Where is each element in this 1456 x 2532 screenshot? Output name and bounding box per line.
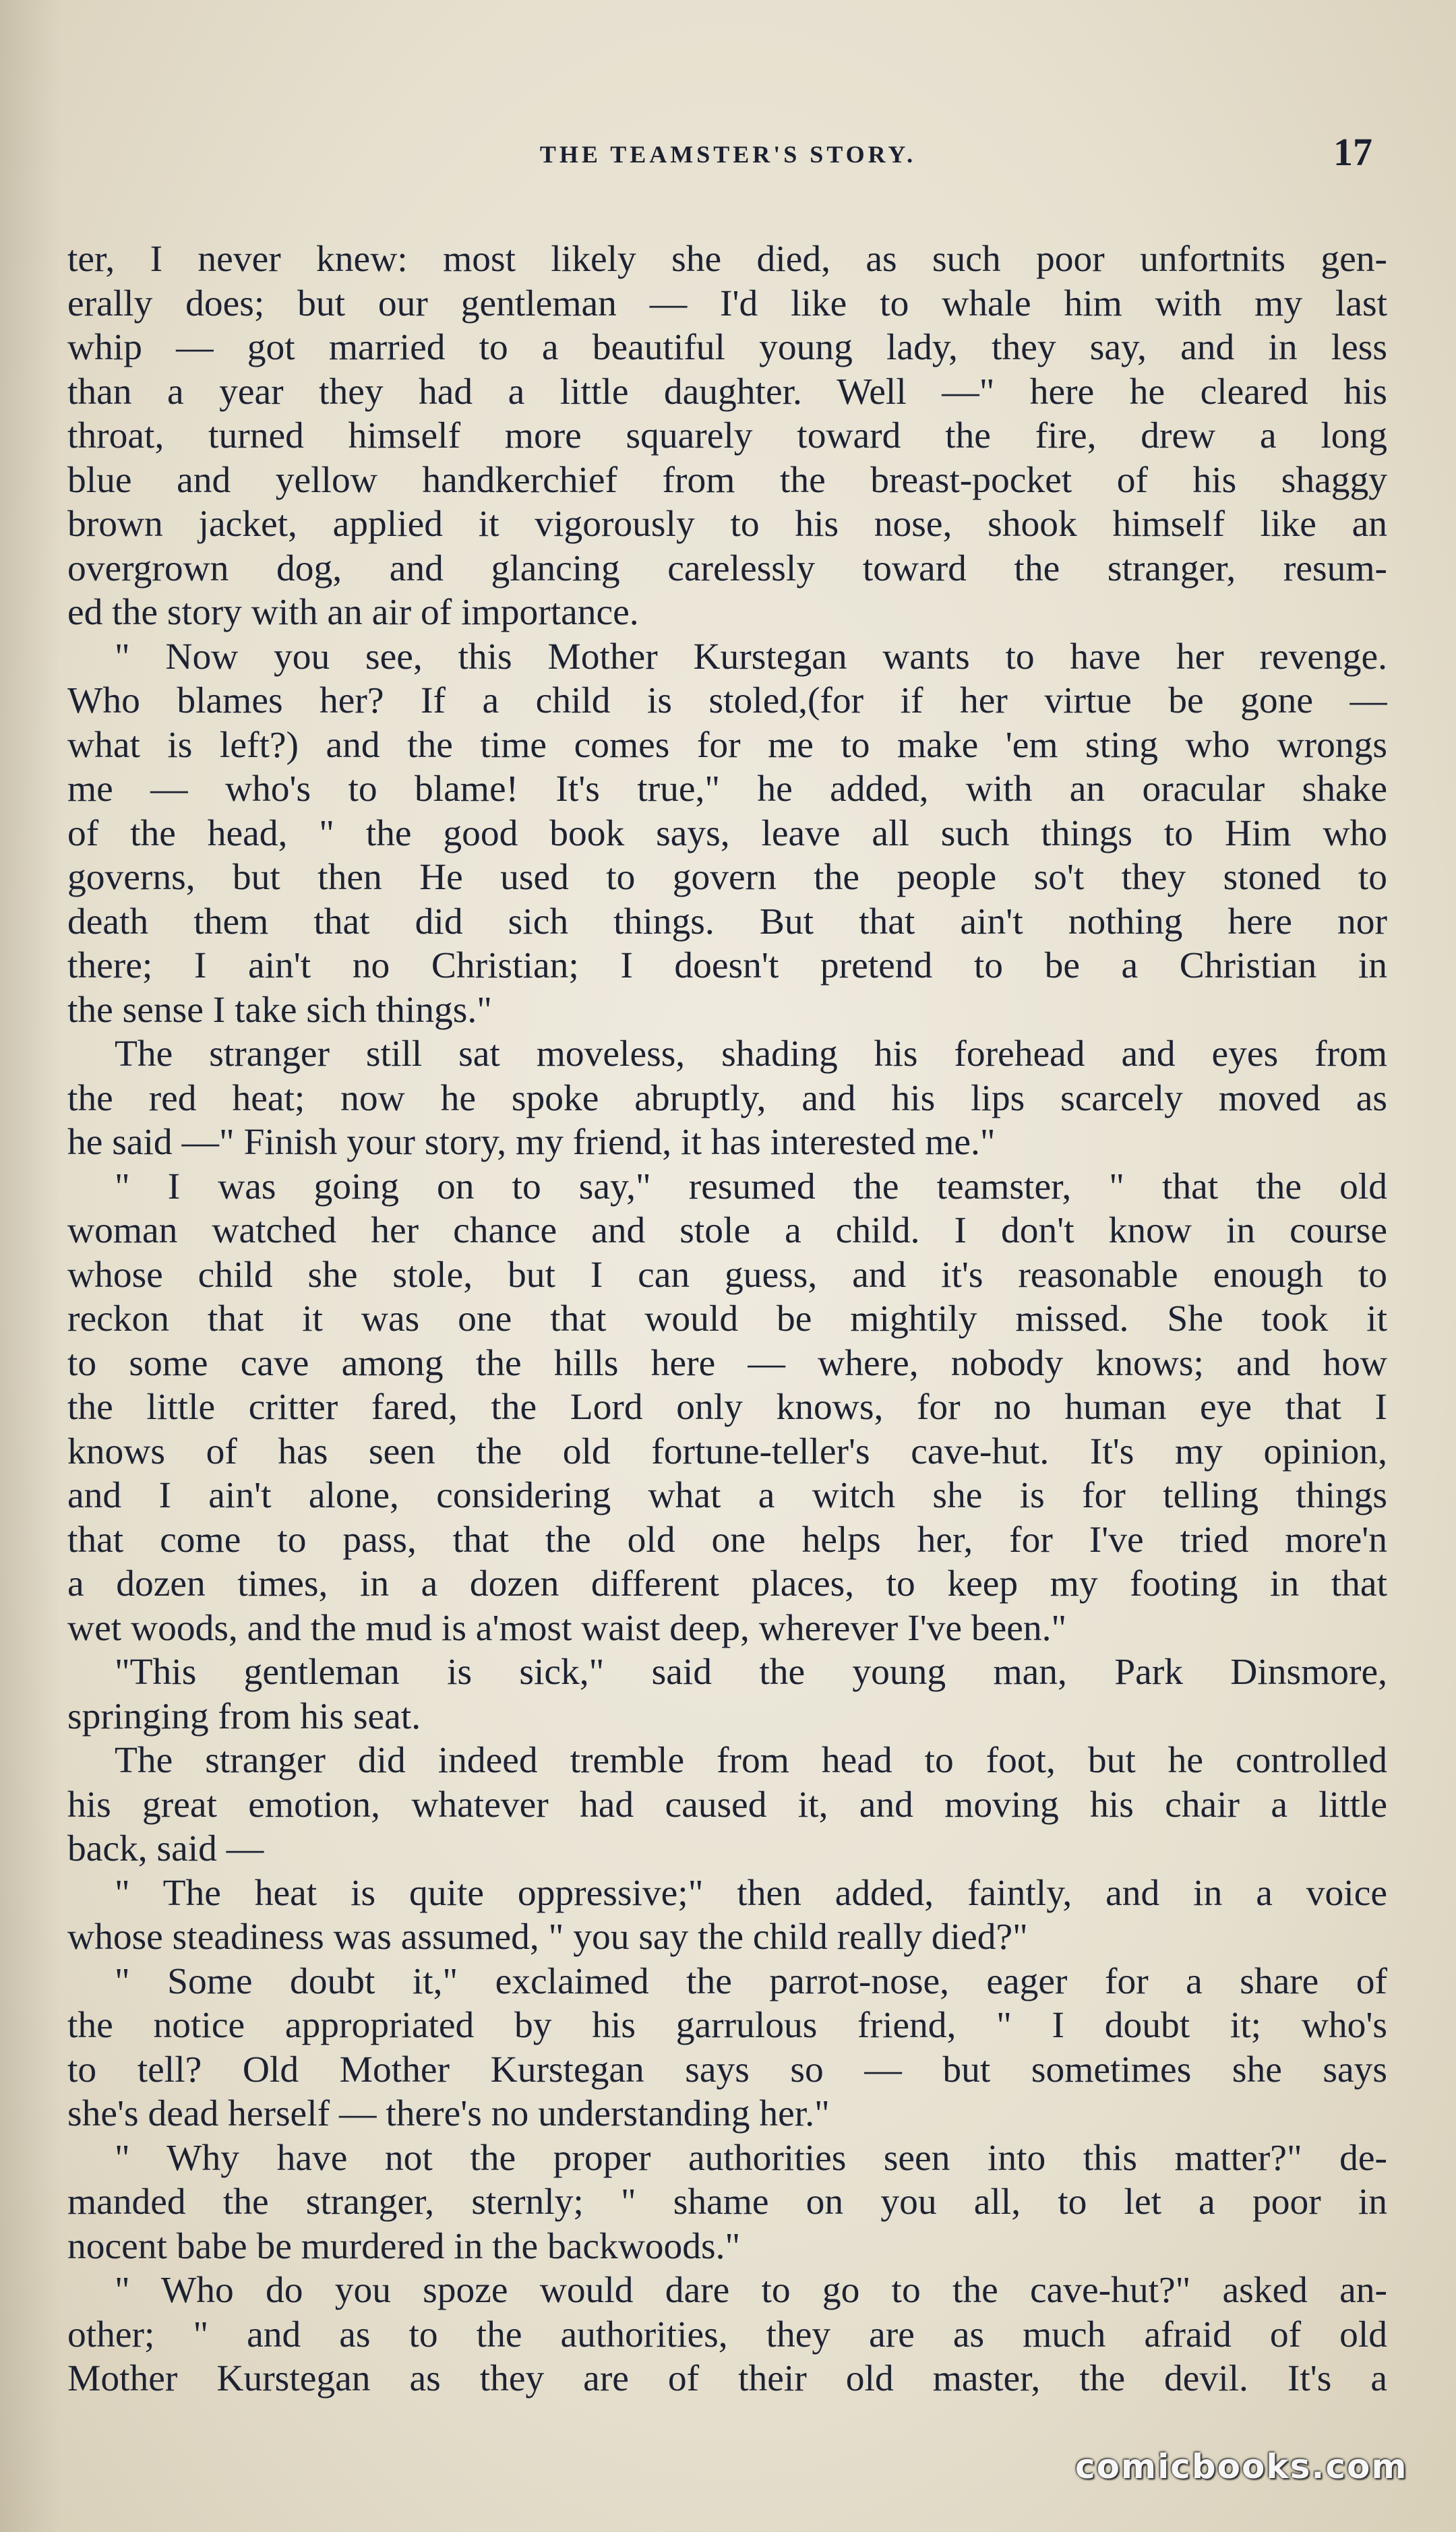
text-line: overgrown dog, and glancing carelessly toward the stranger, resum- — [67, 547, 1387, 589]
text-line: " The heat is quite oppressive;" then added, faintly, and in a voice — [115, 1872, 1387, 1914]
text-line: whip — got married to a beautiful young lady, they say, and in less — [67, 327, 1387, 368]
text-line: the little critter fared, the Lord only knows, for no human eye that I — [67, 1387, 1387, 1428]
text-line: other; " and as to the authorities, they are as much afraid of old — [67, 2314, 1387, 2355]
text-line: springing from his seat. — [67, 1695, 421, 1737]
text-line: death them that did sich things. But that ain't nothing here nor — [67, 901, 1387, 942]
text-line: manded the stranger, sternly; " shame on you all, to let a poor in — [67, 2181, 1387, 2223]
text-line: erally does; but our gentleman — I'd like to whale him with my last — [67, 282, 1387, 324]
text-line: wet woods, and the mud is a'most waist deep, wherever I've been." — [67, 1607, 1067, 1649]
text-line: back, said — — [67, 1828, 264, 1869]
text-line: " Who do you spoze would dare to go to the cave-hut?" asked an- — [115, 2270, 1387, 2311]
text-line: " I was going on to say," resumed the teamster, " that the old — [115, 1166, 1387, 1207]
text-line: throat, turned himself more squarely toward the fire, drew a long — [67, 415, 1387, 456]
text-line: and I ain't alone, considering what a witch she is for telling things — [67, 1475, 1387, 1516]
text-line: ter, I never knew: most likely she died, as such poor unfortnits gen- — [67, 239, 1387, 280]
page-edge-shadow — [0, 0, 61, 2532]
text-line: "This gentleman is sick," said the young man, Park Dinsmore, — [115, 1652, 1387, 1693]
text-line: woman watched her chance and stole a child. I don't know in course — [67, 1210, 1387, 1251]
text-line: ed the story with an air of importance. — [67, 592, 639, 633]
text-line: The stranger did indeed tremble from head to foot, but he controlled — [115, 1740, 1387, 1781]
text-line: Who blames her? If a child is stoled,(for if her virtue be gone — — [67, 680, 1387, 721]
text-line: that come to pass, that the old one helps her, for I've tried more'n — [67, 1519, 1387, 1561]
text-line: " Why have not the proper authorities seen into this matter?" de- — [115, 2137, 1387, 2179]
text-line: to some cave among the hills here — where, nobody knows; and how — [67, 1342, 1387, 1384]
text-line: whose steadiness was assumed, " you say the child really died?" — [67, 1917, 1028, 1958]
text-line: knows of has seen the old fortune-teller's cave-hut. It's my opinion, — [67, 1430, 1387, 1472]
page-number: 17 — [1333, 130, 1372, 174]
text-line: the notice appropriated by his garrulous friend, " I doubt it; who's — [67, 2005, 1387, 2046]
text-line: The stranger still sat moveless, shading his forehead and eyes from — [115, 1033, 1387, 1075]
running-title: THE TEAMSTER'S STORY. — [539, 141, 917, 168]
text-line: blue and yellow handkerchief from the breast-pocket of his shaggy — [67, 459, 1387, 501]
text-line: " Some doubt it," exclaimed the parrot-nose, eager for a share of — [115, 1960, 1387, 2002]
text-line: me — who's to blame! It's true," he added, with an oracular shake — [67, 768, 1387, 810]
text-line: brown jacket, applied it vigorously to his nose, shook himself like an — [67, 504, 1387, 545]
watermark: comicbooks.com — [1075, 2447, 1408, 2486]
text-line: the red heat; now he spoke abruptly, and his lips scarcely moved as — [67, 1077, 1387, 1119]
text-line: of the head, " the good book says, leave all such things to Him who — [67, 812, 1387, 854]
text-line: governs, but then He used to govern the people so't they stoned to — [67, 857, 1387, 898]
text-line: nocent babe be murdered in the backwoods." — [67, 2225, 741, 2267]
text-line: what is left?) and the time comes for me to make 'em sting who wrongs — [67, 724, 1387, 766]
text-line: there; I ain't no Christian; I doesn't pretend to be a Christian in — [67, 945, 1387, 986]
text-line: the sense I take sich things." — [67, 989, 492, 1031]
text-line: Mother Kurstegan as they are of their old master, the devil. It's a — [67, 2358, 1387, 2399]
text-line: " Now you see, this Mother Kurstegan wants to have her revenge. — [115, 636, 1387, 677]
text-line: his great emotion, whatever had caused it, and moving his chair a little — [67, 1784, 1387, 1826]
text-line: to tell? Old Mother Kurstegan says so — but sometimes she says — [67, 2049, 1387, 2090]
text-line: he said —" Finish your story, my friend, it has interested me." — [67, 1122, 996, 1163]
text-line: reckon that it was one that would be mightily missed. She took it — [67, 1298, 1387, 1339]
story-text — [67, 237, 1387, 2401]
text-line: than a year they had a little daughter. Well —" here he cleared his — [67, 371, 1387, 413]
text-line: whose child she stole, but I can guess, and it's reasonable enough to — [67, 1254, 1387, 1296]
text-line: a dozen times, in a dozen different places, to keep my footing in that — [67, 1563, 1387, 1604]
text-line: she's dead herself — there's no understanding her." — [67, 2093, 830, 2134]
